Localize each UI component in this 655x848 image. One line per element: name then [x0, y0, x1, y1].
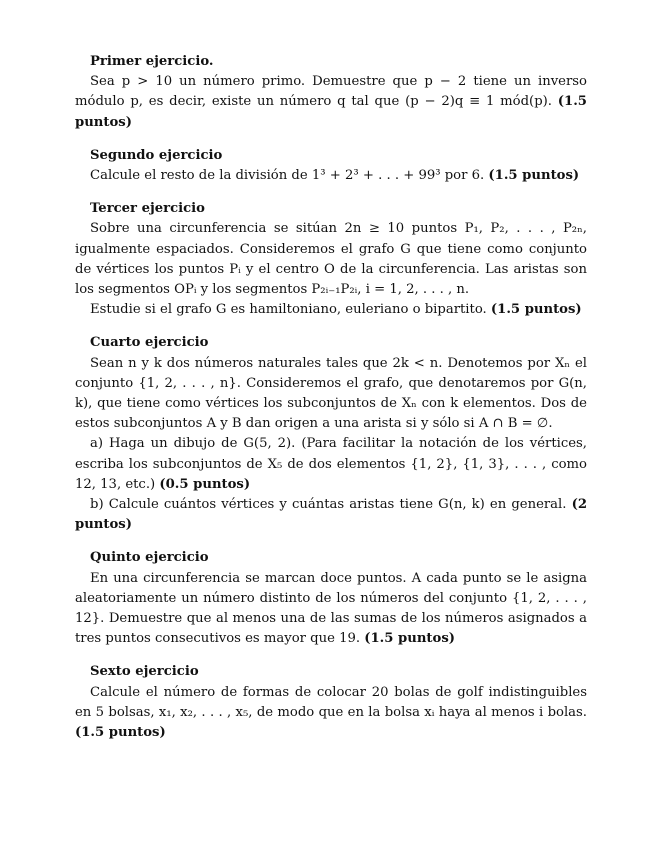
exercise-2: [75, 146, 587, 186]
points-label: (1.5 puntos): [490, 302, 582, 318]
exercise-title: Sexto ejercicio: [90, 664, 199, 680]
exercise-title: Primer ejercicio.: [90, 54, 214, 69]
exercise-statement: Calcule el número de formas de colocar 20 bolas de golf indistinguibles en 5 bolsas, x₁, x₂, . . . , x₅, de modo que en la bolsa xᵢ haya al menos i bolas. (1.5 puntos): [75, 684, 587, 741]
exercise-part-a: a) Haga un dibujo de G(5, 2). (Para facilitar la notación de los vértices, escriba los subconjuntos de X₅ de dos elementos {1, 2}, {1, 3}, . . . , como 12, 13, etc.) (0.5 puntos): [75, 436, 587, 492]
points-label: (1.5 puntos): [75, 94, 587, 130]
exercise-6: [75, 662, 587, 743]
points-label: (1.5 puntos): [364, 631, 455, 647]
exercise-statement: Sobre una circunferencia se sitúan 2n ≥ 10 puntos P₁, P₂, . . . , P₂ₙ, igualmente espaciados. Consideremos el grafo G que tiene como conjunto de vértices los puntos Pᵢ y el centro O de la circunferencia. Las aristas son los segmentos OPᵢ y los segmentos P₂ᵢ₋₁P₂ᵢ, i = 1, 2, . . . , n.: [75, 221, 587, 298]
exercise-3: [75, 199, 587, 320]
exercise-statement: Sean n y k dos números naturales tales que 2k < n. Denotemos por Xₙ el conjunto {1, 2, . . . , n}. Consideremos el grafo, que denotaremos por G(n, k), que tiene como vértices los subconjuntos de Xₙ con k elementos. Dos de estos subconjuntos A y B dan origen a una arista si y sólo si A ∩ B = ∅.: [75, 355, 587, 432]
exercise-title: Cuarto ejercicio: [90, 335, 209, 351]
points-label: (2 puntos): [75, 497, 587, 533]
exercise-5: [75, 548, 587, 649]
exercise-question: Estudie si el grafo G es hamiltoniano, euleriano o bipartito. (1.5 puntos): [90, 302, 582, 318]
exercise-statement: Calcule el resto de la división de 1³ + 2³ + . . . + 99³ por 6. (1.5 puntos): [90, 168, 580, 184]
exercise-title: Quinto ejercicio: [90, 550, 209, 566]
exercise-part-b: b) Calcule cuántos vértices y cuántas aristas tiene G(n, k) en general. (2 puntos): [75, 497, 587, 533]
points-label: (1.5 puntos): [75, 725, 166, 741]
exam-page: [75, 52, 587, 756]
exercise-statement: En una circunferencia se marcan doce puntos. A cada punto se le asigna aleatoriamente un número distinto de los números del conjunto {1, 2, . . . , 12}. Demuestre que al menos una de las sumas de los números asignados a tres puntos consecutivos es mayor que 19. (1.5 puntos): [75, 570, 587, 647]
exercise-statement: Sea p > 10 un número primo. Demuestre que p − 2 tiene un inverso módulo p, es decir, existe un número q tal que (p − 2)q ≡ 1 mód(p). (1.5 puntos): [75, 74, 587, 130]
exercise-title: Tercer ejercicio: [90, 201, 205, 217]
points-label: (0.5 puntos): [159, 476, 251, 492]
exercise-4: [75, 333, 587, 535]
exercise-1: [75, 52, 587, 133]
points-label: (1.5 puntos): [488, 168, 580, 184]
exercise-title: Segundo ejercicio: [90, 147, 223, 163]
